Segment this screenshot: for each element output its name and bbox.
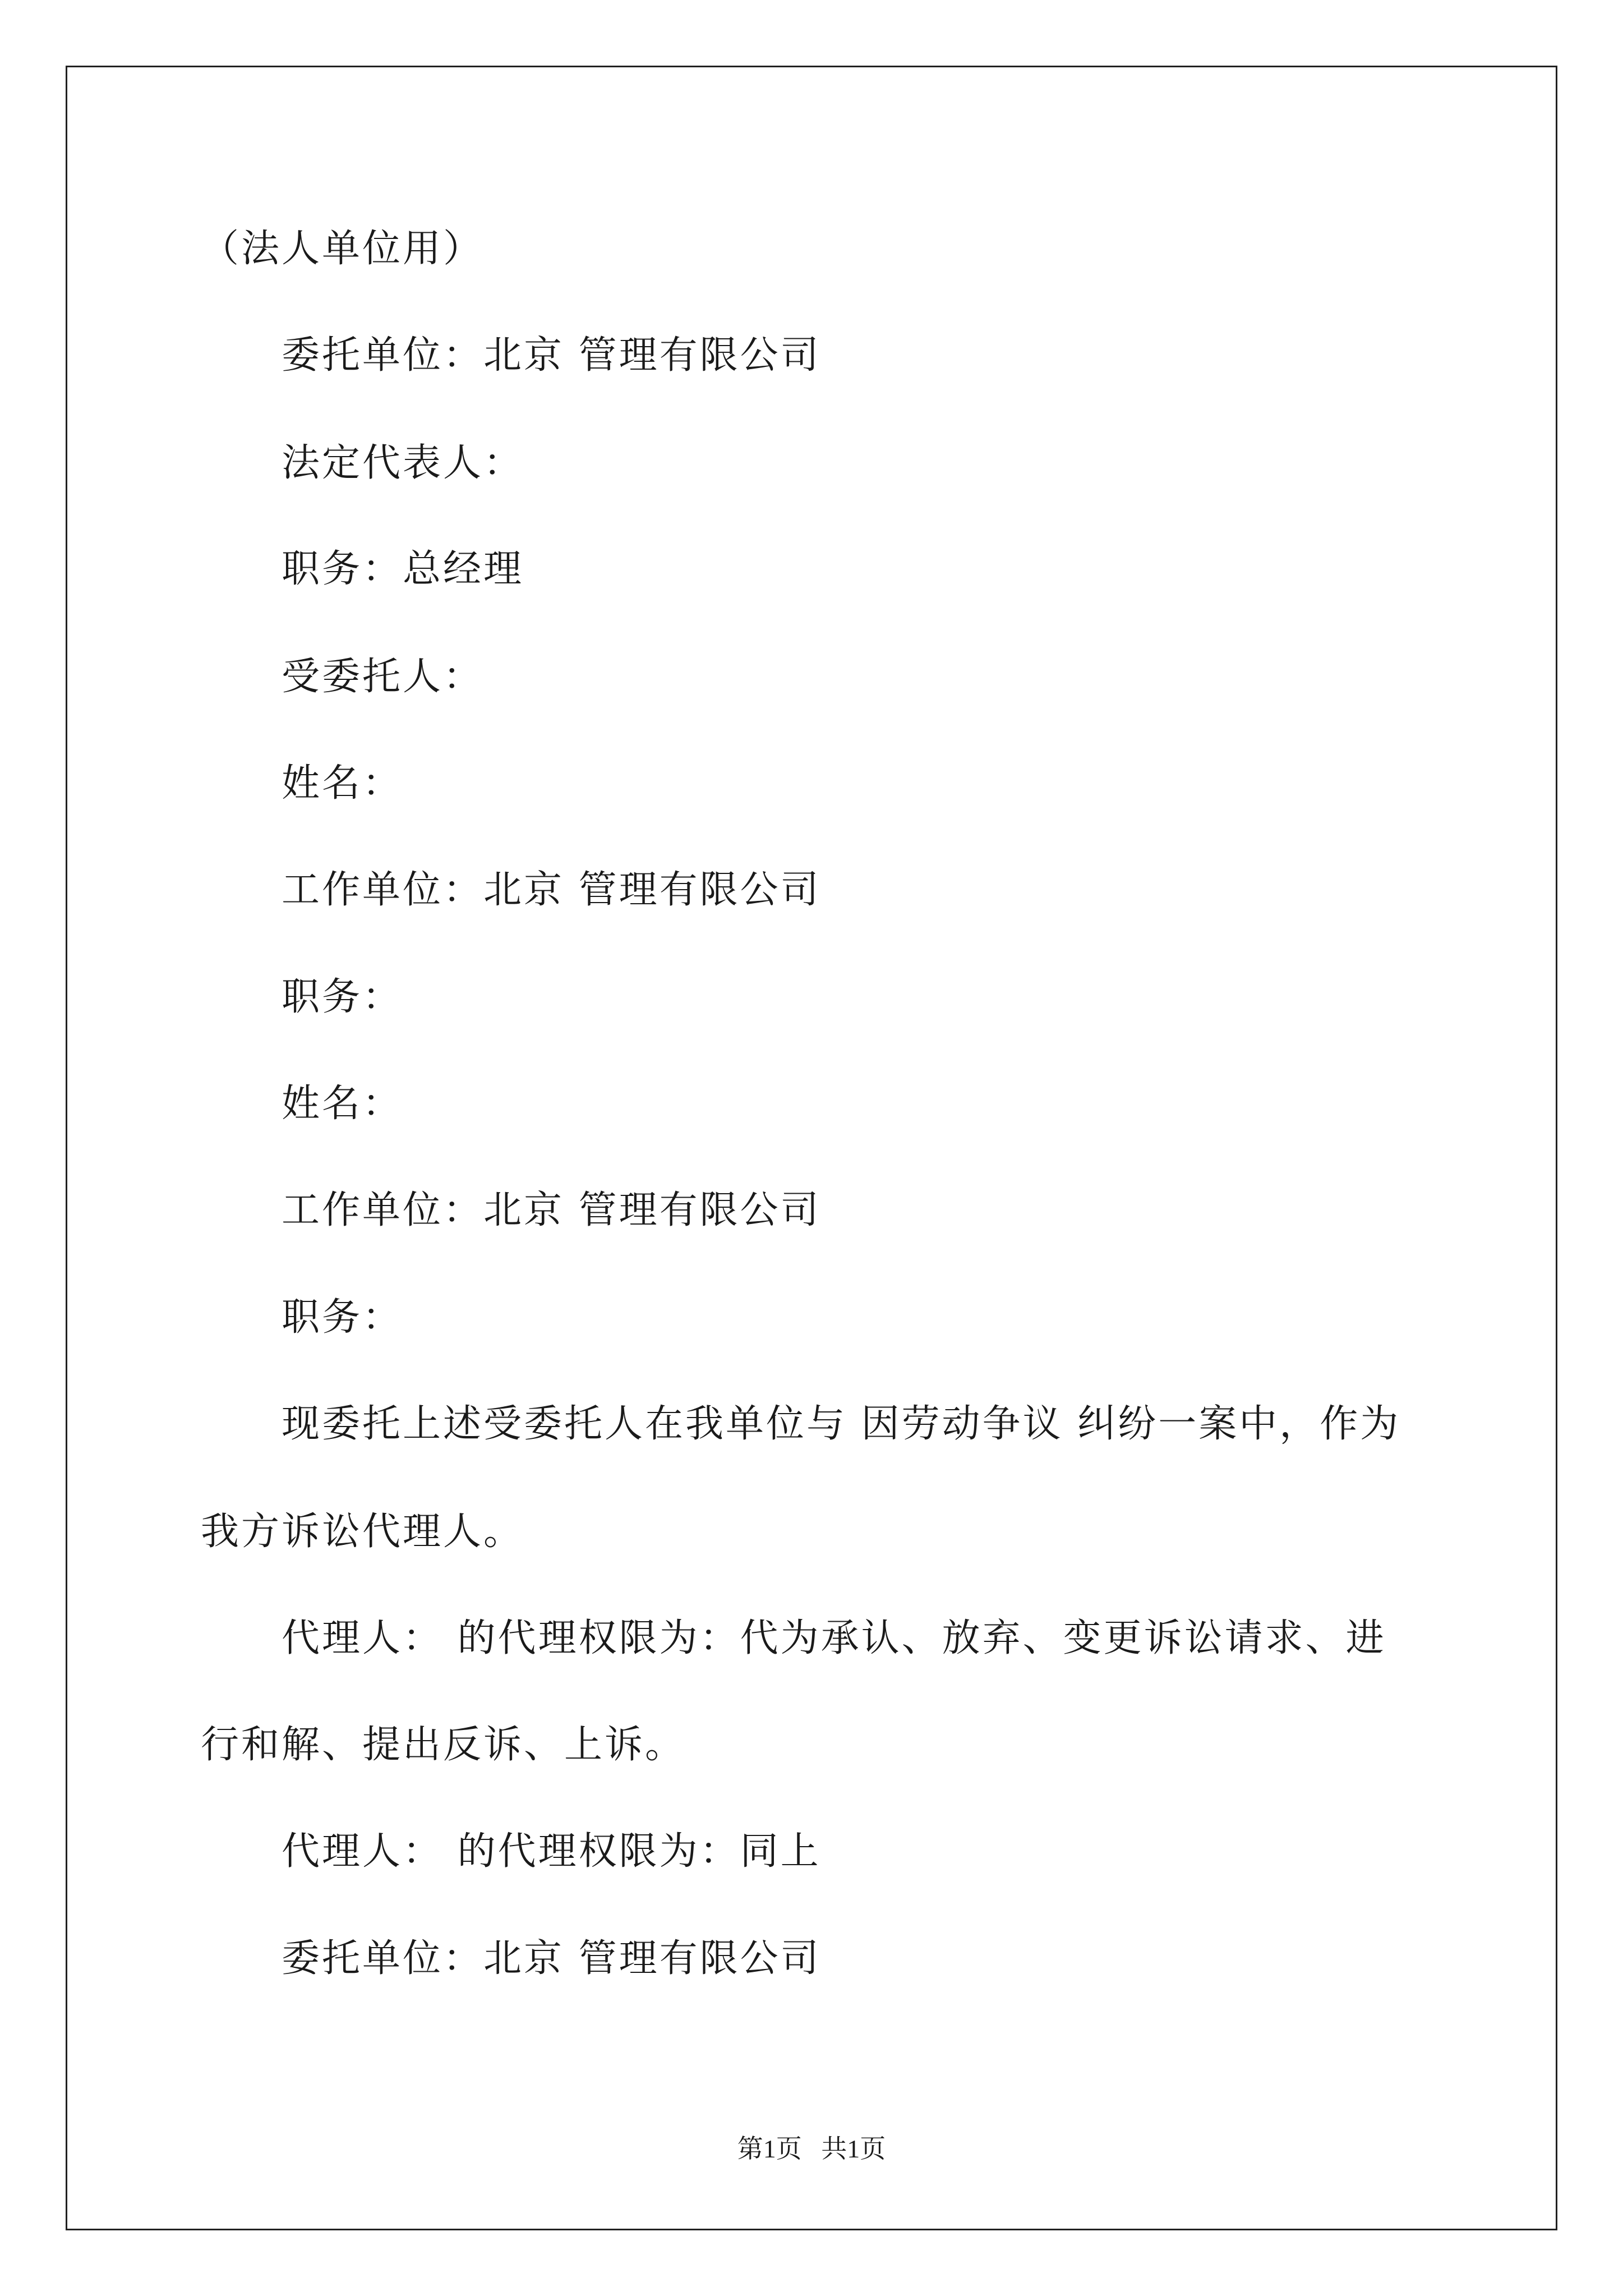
position-line: 职务：总经理	[282, 547, 524, 591]
entrusting-unit-line: 委托单位：北京 管理有限公司	[282, 333, 821, 378]
document-subtitle: （法人单位用）	[201, 227, 484, 271]
work-unit-line-2: 工作单位：北京 管理有限公司	[282, 1188, 821, 1232]
name-line-1: 姓名：	[282, 761, 403, 806]
legal-representative-line: 法定代表人：	[282, 441, 524, 485]
entrustment-paragraph-line-1: 现委托上述受委托人在我单位与 因劳动争议 纠纷一案中，作为	[282, 1402, 1401, 1446]
agent-authority-line-2: 行和解、提出反诉、上诉。	[201, 1723, 686, 1767]
entrusting-unit-signature-line: 委托单位：北京 管理有限公司	[282, 1936, 821, 1981]
entrusted-person-line: 受委托人：	[282, 655, 484, 699]
agent-authority-same-line: 代理人： 的代理权限为：同上	[282, 1829, 821, 1874]
name-line-2: 姓名：	[282, 1082, 403, 1126]
agent-authority-line-1: 代理人： 的代理权限为：代为承认、放弃、变更诉讼请求、进	[282, 1616, 1386, 1660]
page-number-footer: 第1页 共1页	[737, 2134, 886, 2163]
work-unit-line-1: 工作单位：北京 管理有限公司	[282, 868, 821, 912]
position-line-1: 职务：	[282, 975, 403, 1019]
position-line-2: 职务：	[282, 1295, 403, 1340]
page-border	[66, 66, 1557, 2230]
entrustment-paragraph-line-2: 我方诉讼代理人。	[201, 1510, 524, 1554]
